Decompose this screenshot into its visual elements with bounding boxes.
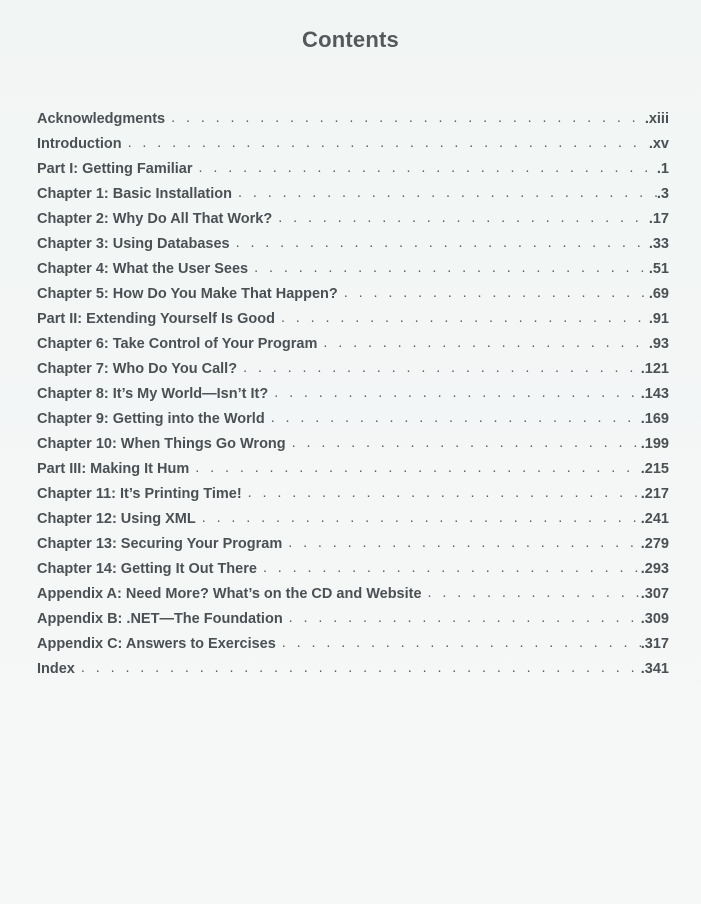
dot-leader [128,131,649,156]
dot-leader [292,431,641,456]
toc-entry-label: Chapter 14: Getting It Out There [37,561,257,577]
toc-entry-chapter-10 [37,432,669,457]
toc-entry-page: .51 [648,261,669,277]
page-title: Contents [302,27,399,52]
dot-leader [236,231,649,256]
toc-entry-page: .169 [640,411,669,427]
dot-leader [289,606,641,631]
toc-entry-label: Chapter 6: Take Control of Your Program [37,336,318,352]
toc-entry-label: Chapter 1: Basic Installation [37,186,232,202]
dot-leader [428,581,641,606]
toc-entry-page: .121 [640,361,669,377]
toc-entry-label: Chapter 7: Who Do You Call? [37,361,238,377]
toc-entry-label: Chapter 2: Why Do All That Work? [37,211,273,227]
toc-entry-label: Chapter 3: Using Databases [37,236,230,252]
dot-leader [323,331,648,356]
toc-entry-chapter-1 [37,182,669,207]
dot-leader [278,206,649,231]
toc-entry-label: Introduction [37,136,122,152]
toc-entry-chapter-9 [37,407,669,432]
dot-leader [238,181,657,206]
toc-entry-chapter-4 [37,257,669,282]
toc-entry-label: Chapter 4: What the User Sees [37,261,249,277]
toc-entry-page: .1 [656,161,669,177]
toc-entry-page: .33 [648,236,669,252]
dot-leader [288,531,641,556]
dot-leader [281,306,649,331]
toc-entry-chapter-11 [37,482,669,507]
dot-leader [81,656,641,681]
dot-leader [282,631,641,656]
toc-entry-label: Chapter 10: When Things Go Wrong [37,436,286,452]
toc-entry-label: Chapter 13: Securing Your Program [37,536,283,552]
toc-entry-page: .241 [640,511,669,527]
toc-entry-label: Appendix B: .NET—The Foundation [37,611,283,627]
toc-entry-page: .279 [640,536,669,552]
toc-entry-label: Index [37,661,75,677]
dot-leader [254,256,649,281]
toc-entry-page: .17 [648,211,669,227]
table-of-contents [37,107,669,682]
toc-entry-appendix-a [37,582,669,607]
toc-entry-acknowledgments [37,107,669,132]
toc-entry-chapter-3 [37,232,669,257]
toc-entry-page: .215 [640,461,669,477]
toc-entry-part-1 [37,157,669,182]
toc-entry-index [37,657,669,682]
toc-entry-label: Chapter 11: It’s Printing Time! [37,486,242,502]
dot-leader [195,456,641,481]
toc-entry-part-3 [37,457,669,482]
toc-entry-appendix-b [37,607,669,632]
dot-leader [202,506,641,531]
toc-entry-page: .199 [640,436,669,452]
toc-entry-page: .3 [656,186,669,202]
toc-entry-chapter-8 [37,382,669,407]
toc-entry-page: .91 [648,311,669,327]
dot-leader [199,156,657,181]
toc-entry-page: .69 [648,286,669,302]
toc-entry-chapter-6 [37,332,669,357]
toc-entry-page: .341 [640,661,669,677]
toc-entry-chapter-5 [37,282,669,307]
toc-entry-label: Appendix C: Answers to Exercises [37,636,276,652]
toc-entry-chapter-12 [37,507,669,532]
toc-entry-page: .307 [640,586,669,602]
toc-entry-page: .293 [640,561,669,577]
toc-entry-page: .317 [640,636,669,652]
dot-leader [271,406,641,431]
toc-entry-label: Part II: Extending Yourself Is Good [37,311,275,327]
toc-entry-label: Acknowledgments [37,111,166,127]
dot-leader [263,556,641,581]
dot-leader [344,281,649,306]
toc-entry-introduction [37,132,669,157]
toc-entry-chapter-2 [37,207,669,232]
toc-entry-page: .xiii [644,111,669,127]
toc-entry-label: Chapter 5: How Do You Make That Happen? [37,286,338,302]
dot-leader [243,356,641,381]
toc-entry-appendix-c [37,632,669,657]
toc-entry-label: Part III: Making It Hum [37,461,190,477]
toc-entry-chapter-13 [37,532,669,557]
dot-leader [248,481,641,506]
dot-leader [274,381,641,406]
toc-entry-label: Appendix A: Need More? What’s on the CD and Website [37,586,422,602]
toc-entry-chapter-7 [37,357,669,382]
toc-entry-page: .93 [648,336,669,352]
toc-entry-part-2 [37,307,669,332]
toc-entry-label: Part I: Getting Familiar [37,161,193,177]
toc-entry-page: .143 [640,386,669,402]
toc-entry-label: Chapter 8: It’s My World—Isn’t It? [37,386,269,402]
toc-entry-label: Chapter 9: Getting into the World [37,411,265,427]
toc-entry-chapter-14 [37,557,669,582]
toc-entry-page: .xv [648,136,669,152]
dot-leader [171,106,645,131]
toc-entry-page: .217 [640,486,669,502]
toc-entry-label: Chapter 12: Using XML [37,511,196,527]
toc-entry-page: .309 [640,611,669,627]
